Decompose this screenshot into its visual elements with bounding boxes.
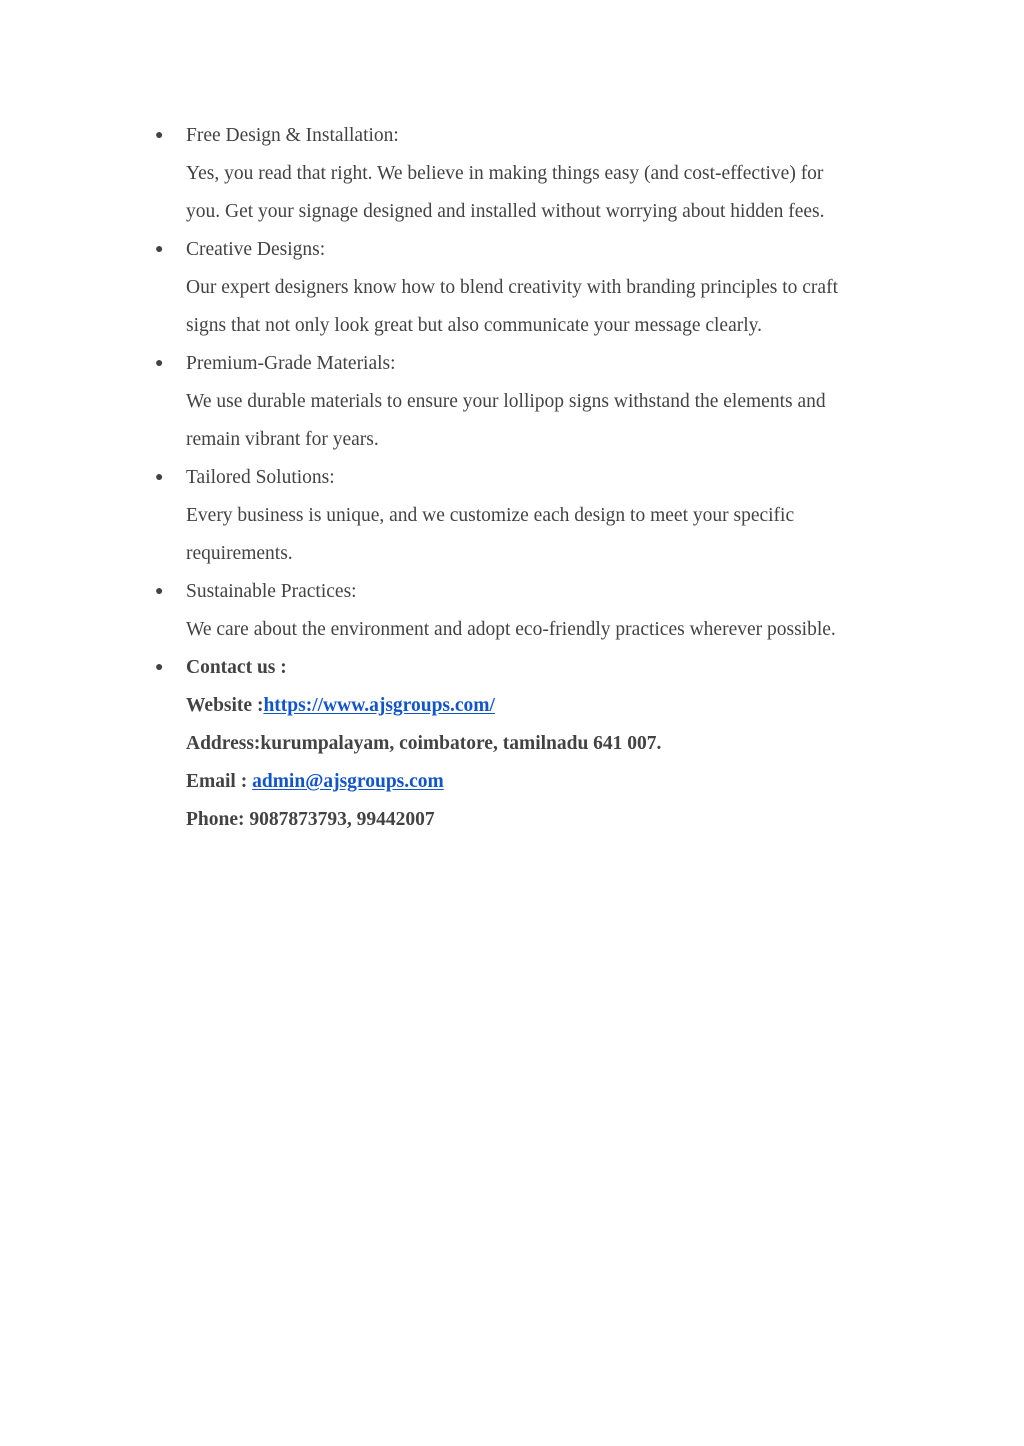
- address-line: Address:kurumpalayam, coimbatore, tamilnadu 641 007.: [186, 733, 662, 754]
- item-heading: Premium-Grade Materials:: [186, 353, 396, 374]
- list-item-premium-materials: [155, 345, 895, 459]
- item-heading: Creative Designs:: [186, 239, 326, 260]
- bullet-icon: ●: [155, 356, 164, 371]
- item-description-line: Yes, you read that right. We believe in making things easy (and cost-effective) for: [186, 163, 824, 184]
- website-link[interactable]: https://www.ajsgroups.com/: [263, 695, 495, 716]
- list-item-free-design: [155, 117, 895, 231]
- item-description-line: Every business is unique, and we customize each design to meet your specific: [186, 505, 795, 526]
- item-description-line: Our expert designers know how to blend creativity with branding principles to craft: [186, 277, 838, 298]
- item-description-line: signs that not only look great but also communicate your message clearly.: [186, 315, 763, 336]
- bullet-icon: ●: [155, 584, 164, 599]
- phone-line: Phone: 9087873793, 99442007: [186, 809, 435, 830]
- bullet-icon: ●: [155, 128, 164, 143]
- list-item-contact: [155, 649, 895, 839]
- item-heading: Sustainable Practices:: [186, 581, 357, 602]
- item-description-line: remain vibrant for years.: [186, 429, 379, 450]
- website-line: [186, 687, 895, 725]
- item-description-line: We care about the environment and adopt eco-friendly practices wherever possible.: [186, 619, 836, 640]
- item-heading: Free Design & Installation:: [186, 125, 399, 146]
- bullet-icon: ●: [155, 242, 164, 257]
- item-heading: Tailored Solutions:: [186, 467, 335, 488]
- feature-list: [155, 117, 895, 839]
- list-item-sustainable-practices: [155, 573, 895, 649]
- email-label: Email :: [186, 771, 253, 792]
- website-label: Website :: [186, 695, 264, 716]
- bullet-icon: ●: [155, 660, 164, 675]
- email-line: [186, 763, 895, 801]
- item-description-line: you. Get your signage designed and installed without worrying about hidden fees.: [186, 201, 825, 222]
- item-description-line: requirements.: [186, 543, 293, 564]
- email-link[interactable]: admin@ajsgroups.com: [252, 771, 444, 792]
- item-description-line: We use durable materials to ensure your lollipop signs withstand the elements and: [186, 391, 826, 412]
- list-item-creative-designs: [155, 231, 895, 345]
- bullet-icon: ●: [155, 470, 164, 485]
- contact-heading: Contact us :: [186, 657, 287, 678]
- list-item-tailored-solutions: [155, 459, 895, 573]
